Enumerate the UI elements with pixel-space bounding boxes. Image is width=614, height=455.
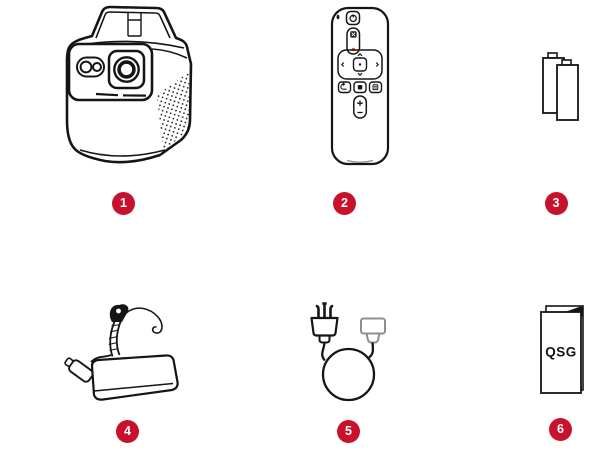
item-projector <box>55 4 200 211</box>
power-adapter-icon <box>60 300 190 412</box>
adapter-tie-wire <box>125 308 162 333</box>
plug-prong-left <box>316 306 319 318</box>
cord-right-wire <box>369 343 373 358</box>
adapter-brick <box>92 355 178 399</box>
cord-left-wire <box>322 343 325 361</box>
quick-start-guide-icon <box>535 300 590 400</box>
item-power-adapter <box>60 300 190 438</box>
item-number-badge: 5 <box>337 420 360 443</box>
power-plug-body <box>312 318 338 336</box>
remote-mic-icon <box>337 15 340 20</box>
item-number-badge: 3 <box>545 192 568 215</box>
item-batteries <box>535 48 590 211</box>
power-cord-icon <box>295 297 405 405</box>
adapter-cable-strand <box>117 321 121 356</box>
adapter-cable-strand <box>110 322 114 357</box>
cord-loop <box>323 349 374 400</box>
batteries-icon <box>535 48 590 123</box>
adapter-dc-plug <box>63 355 95 383</box>
plug-prong-right <box>331 306 334 318</box>
projector-icon <box>55 4 200 176</box>
item-number-badge: 2 <box>333 192 356 215</box>
cord-connector-body <box>361 319 385 334</box>
qsg-label: QSG <box>545 344 577 360</box>
item-quick-start-guide <box>535 300 590 437</box>
item-power-cord <box>295 297 405 438</box>
cord-connector-neck <box>367 334 380 343</box>
adapter-connector-hole <box>116 309 121 314</box>
remote-control-icon <box>325 5 395 167</box>
battery-front <box>557 65 578 120</box>
item-remote-control <box>325 5 395 211</box>
ok-dot-icon <box>359 63 361 65</box>
item-number-badge: 1 <box>112 192 135 215</box>
plug-prong-ground <box>322 304 326 319</box>
item-number-badge: 6 <box>549 418 572 441</box>
item-number-badge: 4 <box>116 420 139 443</box>
home-icon <box>358 85 363 90</box>
